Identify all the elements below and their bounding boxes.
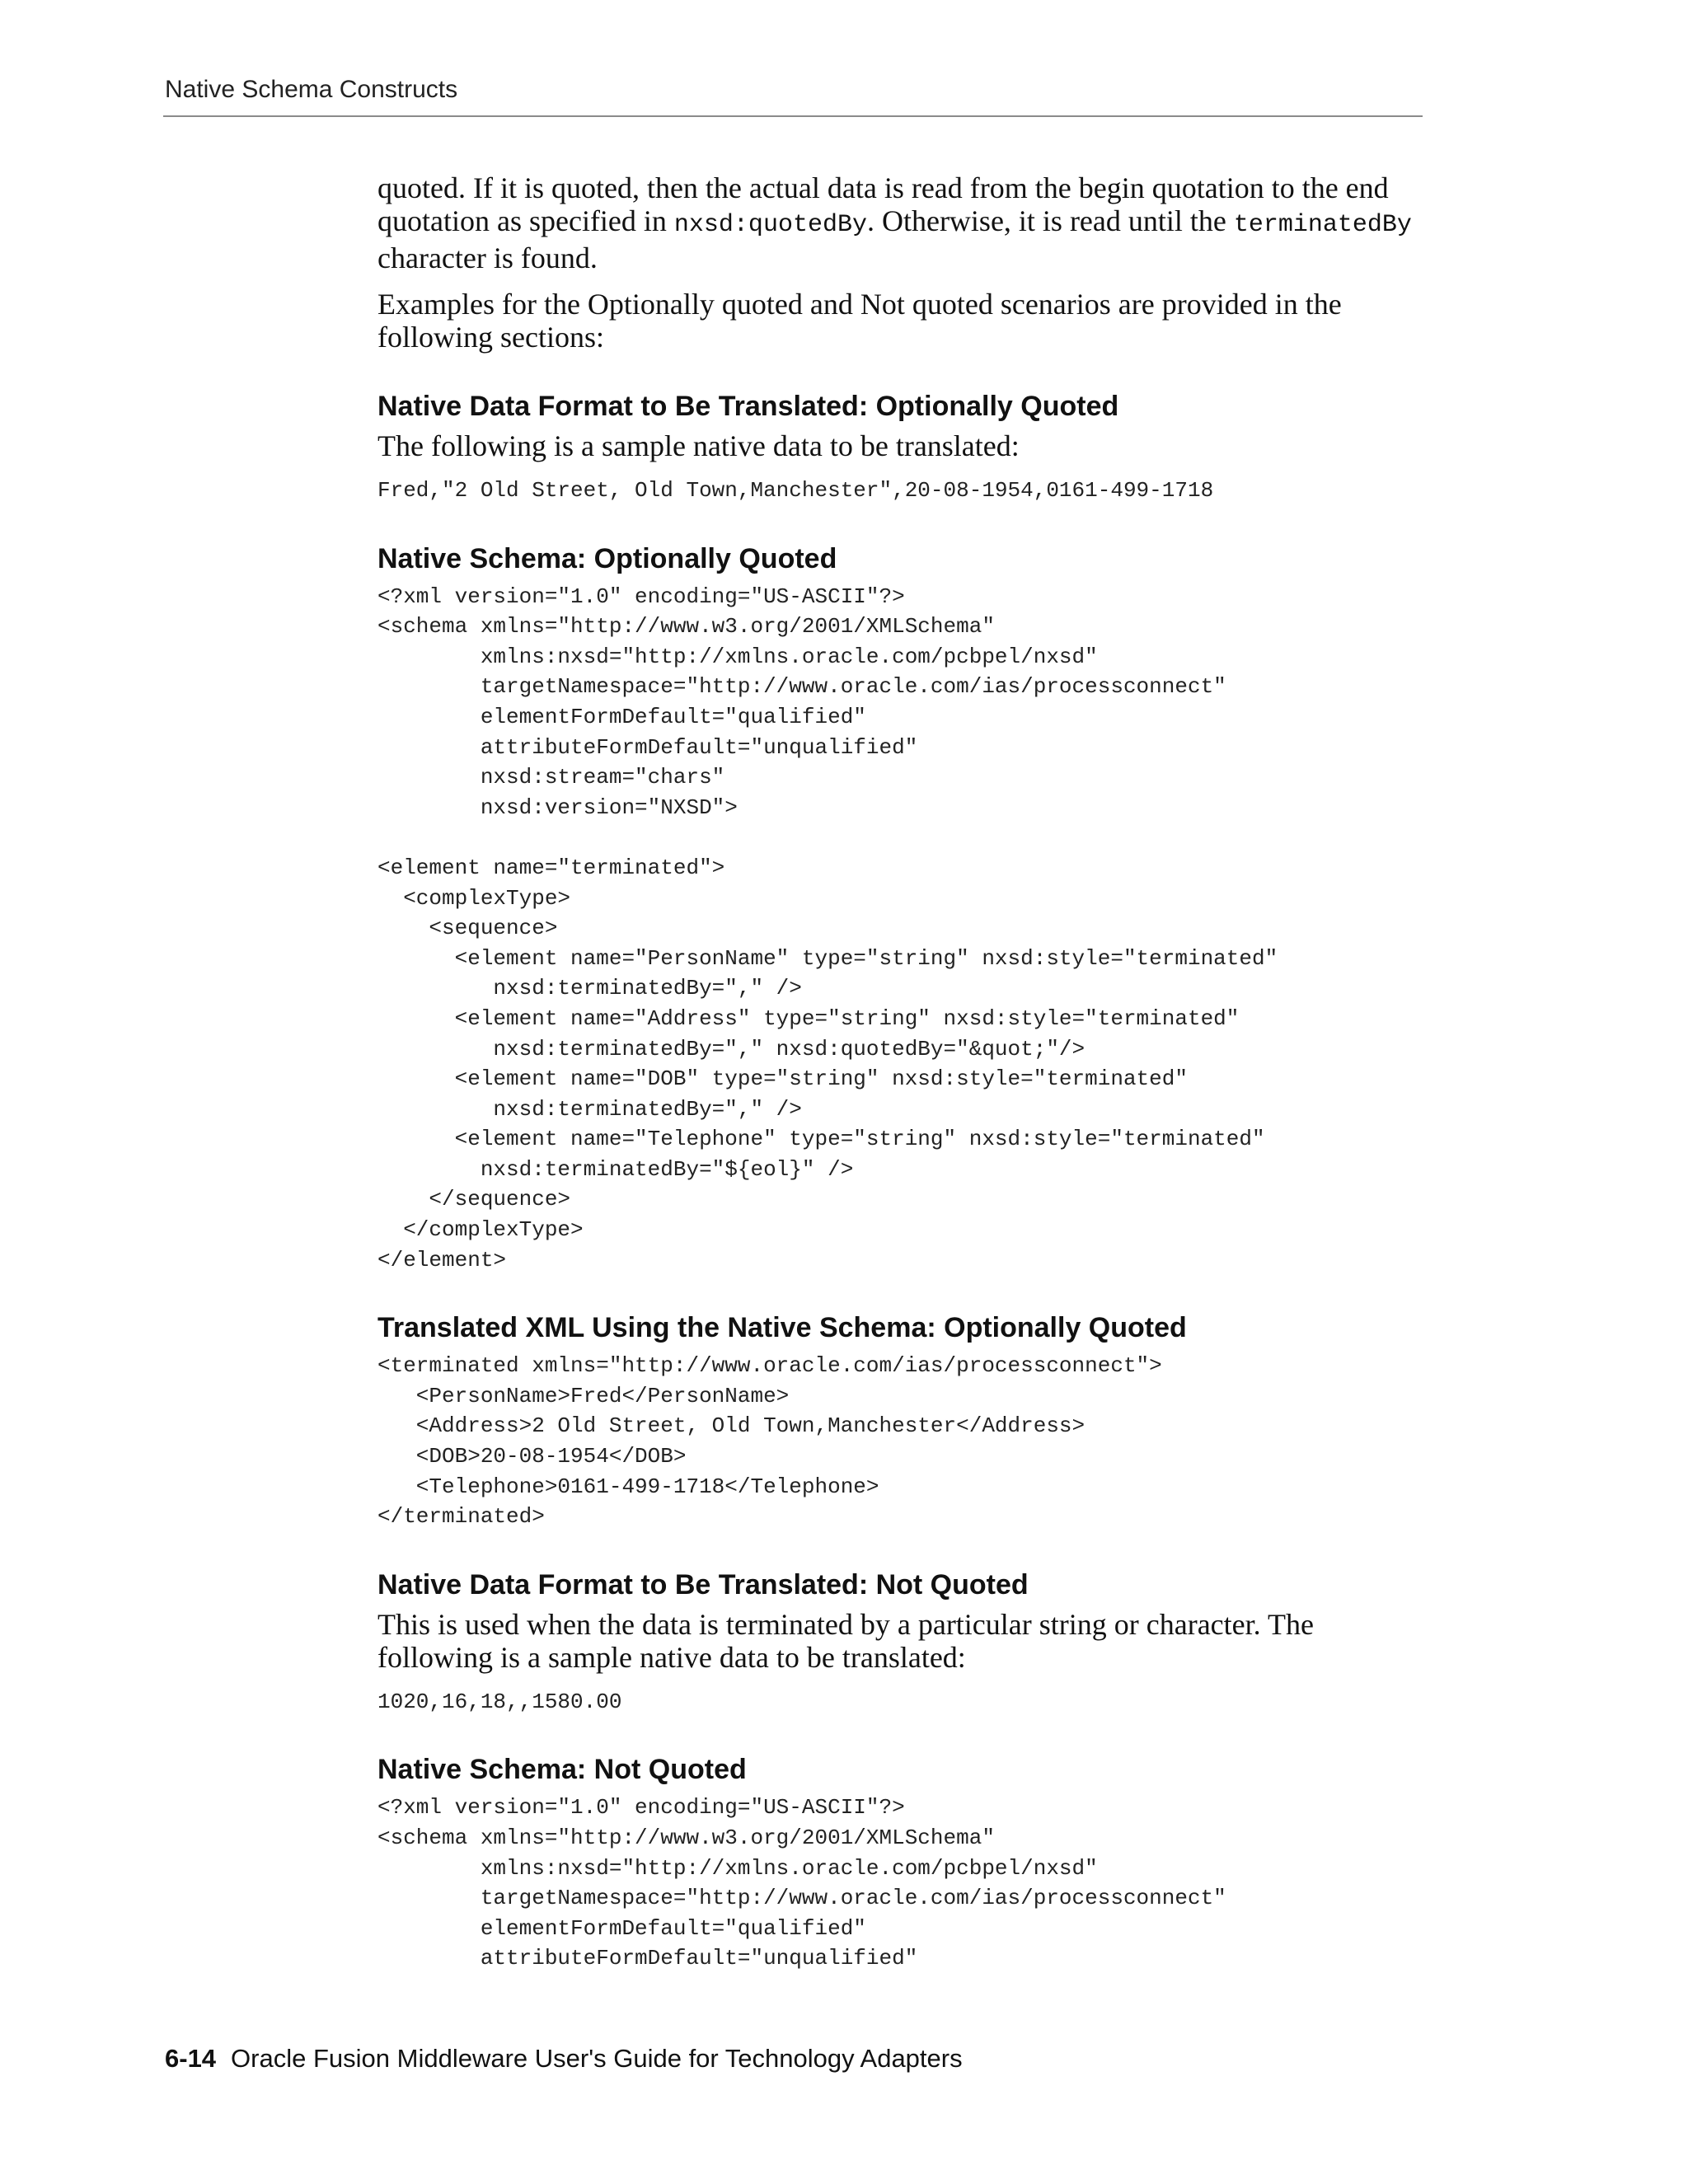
book-title: Oracle Fusion Middleware User's Guide for Technology Adapters <box>231 2044 963 2073</box>
heading-native-data-not-quoted: Native Data Format to Be Translated: Not Quoted <box>377 1568 1029 1601</box>
inline-code-terminatedby: terminatedBy <box>1233 211 1412 239</box>
code-native-schema-not-quoted: <?xml version="1.0" encoding="US-ASCII"?> <schema xmlns="http://www.w3.org/2001/XMLSchema" xmlns:nxsd="http://xmlns.oracle.com/pcbpel/nxsd" targetNamespace="http://www.oracle.com/ias/processconnect" elementFormDefault="qualified" attributeFormDefault="unqualified" <box>377 1795 1226 1971</box>
heading-native-schema-optionally-quoted: Native Schema: Optionally Quoted <box>377 542 837 574</box>
not-quoted-description: This is used when the data is terminated by a particular string or character. The following is a sample native data to be translated: <box>377 1607 1314 1674</box>
heading-translated-xml: Translated XML Using the Native Schema: Optionally Quoted <box>377 1312 1187 1344</box>
running-header: Native Schema Constructs <box>165 76 458 103</box>
sample-native-data: Fred,"2 Old Street, Old Town,Manchester",20-08-1954,0161-499-1718 <box>377 478 1214 503</box>
code-translated-xml: <terminated xmlns="http://www.oracle.com/ias/processconnect"> <PersonName>Fred</PersonName> <Address>2 Old Street, Old Town,Manchester</Address> <DOB>20-08-1954</DOB> <Telephone>0161-499-1718</Telephone> </terminated> <box>377 1353 1162 1530</box>
page-number: 6-14 <box>165 2044 217 2073</box>
page-footer <box>165 2044 963 2074</box>
examples-paragraph: Examples for the Optionally quoted and Not quoted scenarios are provided in the following sections: <box>377 288 1342 354</box>
intro-text-3: character is found. <box>377 241 598 274</box>
page-content <box>377 171 1424 1974</box>
intro-text-2: . Otherwise, it is read until the <box>866 204 1234 237</box>
intro-text-1: quoted. If it is quoted, then the actual data is read from the begin quotation to the end quotation as specified in <box>377 171 1389 237</box>
sample-intro-text: The following is a sample native data to be translated: <box>377 429 1020 462</box>
code-native-schema-optionally-quoted: <?xml version="1.0" encoding="US-ASCII"?> <schema xmlns="http://www.w3.org/2001/XMLSchema" xmlns:nxsd="http://xmlns.oracle.com/pcbpel/nxsd" targetNamespace="http://www.oracle.com/ias/processconnect" elementFormDefault="qualified" attributeFormDefault="unqualified" nxsd:stream="chars" nxsd:version="NXSD"> <element name="terminated"> <complexType> <sequence> <element name="PersonName" type="string" nxsd:style="terminated" nxsd:terminatedBy="," /> <element name="Address" type="string" nxsd:style="terminated" nxsd:terminatedBy="," nxsd:quotedBy="&quot;"/> <element name="DOB" type="string" nxsd:style="terminated" nxsd:terminatedBy="," /> <element name="Telephone" type="string" nxsd:style="terminated" nxsd:terminatedBy="${eol}" /> </sequence> </complexType> </element> <box>377 583 1278 1272</box>
intro-paragraph <box>377 171 1424 274</box>
inline-code-quotedby: nxsd:quotedBy <box>673 211 867 239</box>
header-divider <box>163 115 1423 117</box>
heading-native-schema-not-quoted: Native Schema: Not Quoted <box>377 1754 747 1786</box>
sample-native-data-not-quoted: 1020,16,18,,1580.00 <box>377 1689 622 1714</box>
heading-native-data-optionally-quoted: Native Data Format to Be Translated: Optionally Quoted <box>377 391 1119 422</box>
